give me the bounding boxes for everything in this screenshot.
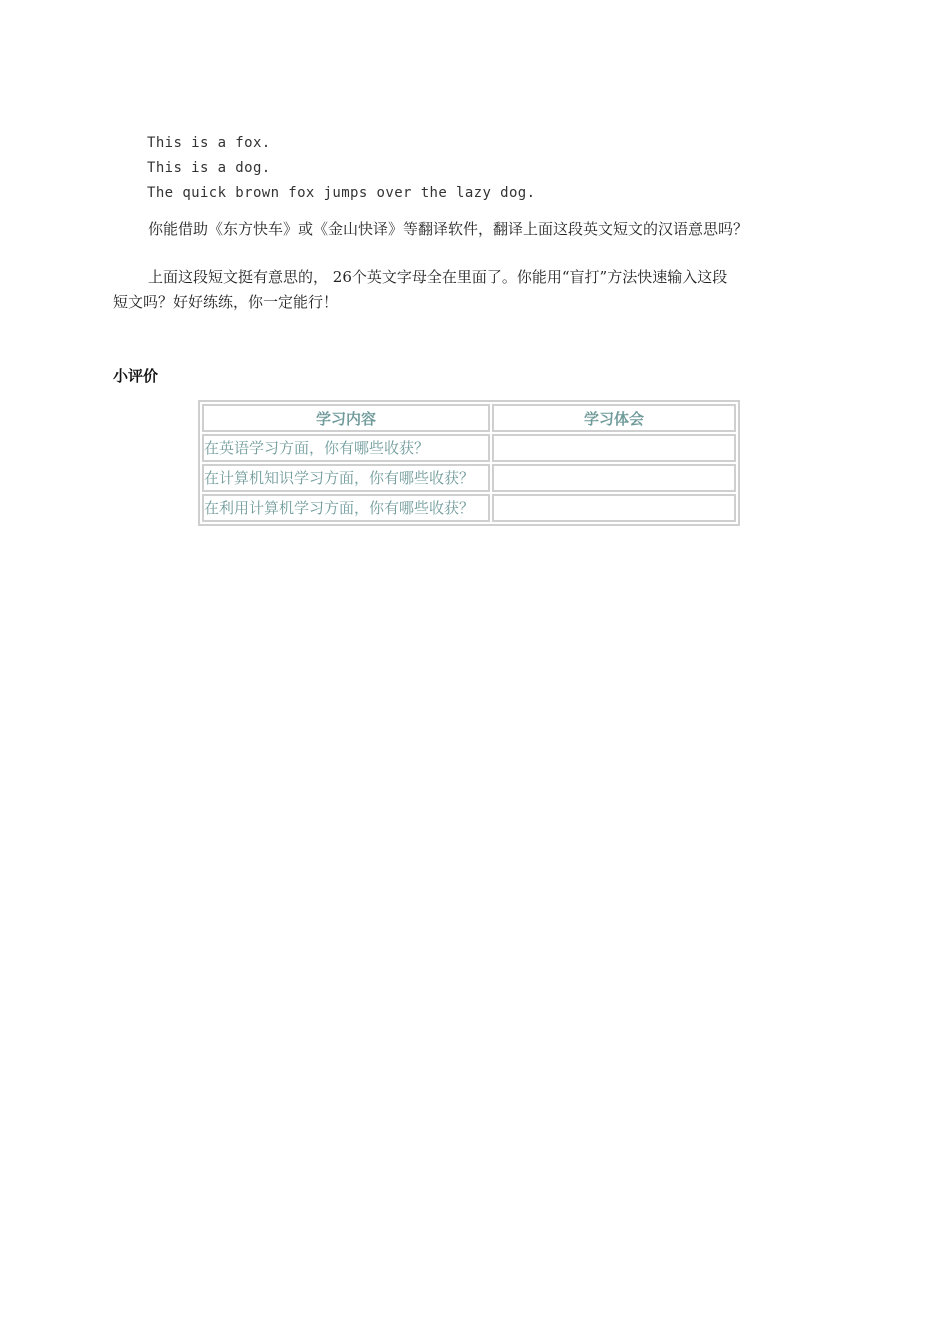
column-header-content: 学习内容 [202, 404, 490, 432]
review-table [198, 400, 740, 526]
row-content: 在英语学习方面，你有哪些收获？ [202, 434, 490, 462]
row-reflection-cell[interactable] [492, 494, 736, 522]
sentence-2: This is a dog. [147, 160, 271, 176]
column-header-reflection: 学习体会 [492, 404, 736, 432]
row-content: 在利用计算机学习方面，你有哪些收获？ [202, 494, 490, 522]
table-header-row [202, 404, 736, 432]
sentence-1: This is a fox. [147, 135, 271, 151]
translation-prompt: 你能借助《东方快车》或《金山快译》等翻译软件，翻译上面这段英文短文的汉语意思吗？ [148, 220, 749, 238]
table-row [202, 434, 736, 462]
row-reflection-cell[interactable] [492, 434, 736, 462]
typing-prompt-line-2: 短文吗？好好练练，你一定能行！ [113, 293, 339, 311]
table-row [202, 494, 736, 522]
row-content: 在计算机知识学习方面，你有哪些收获？ [202, 464, 490, 492]
section-heading: 小评价 [113, 367, 159, 385]
typing-prompt-line-1: 上面这段短文挺有意思的， 26个英文字母全在里面了。你能用“盲打”方法快速输入这段 [148, 268, 728, 286]
table-row [202, 464, 736, 492]
row-reflection-cell[interactable] [492, 464, 736, 492]
sentence-3: The quick brown fox jumps over the lazy dog. [147, 185, 536, 201]
